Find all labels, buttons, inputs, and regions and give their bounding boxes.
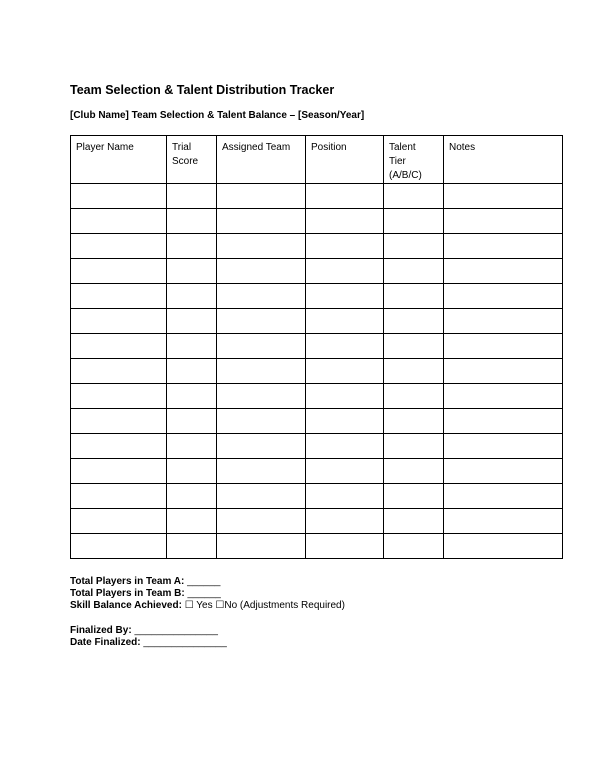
table-row: [71, 509, 563, 534]
table-cell[interactable]: [167, 334, 217, 359]
table-row: [71, 434, 563, 459]
table-cell[interactable]: [167, 534, 217, 559]
table-cell[interactable]: [384, 384, 444, 409]
no-checkbox-icon[interactable]: ☐: [215, 600, 225, 611]
table-cell[interactable]: [384, 409, 444, 434]
date-finalized-label: Date Finalized:: [70, 637, 141, 648]
table-cell[interactable]: [306, 309, 384, 334]
table-cell[interactable]: [306, 259, 384, 284]
team-a-total-line: [70, 576, 345, 588]
table-cell[interactable]: [217, 459, 306, 484]
table-cell[interactable]: [384, 209, 444, 234]
header-trial-score: [167, 136, 217, 184]
table-cell[interactable]: [71, 359, 167, 384]
table-cell[interactable]: [384, 534, 444, 559]
table-cell[interactable]: [306, 334, 384, 359]
table-cell[interactable]: [217, 534, 306, 559]
header-notes: [444, 136, 563, 184]
table-cell[interactable]: [306, 209, 384, 234]
table-cell[interactable]: [444, 509, 563, 534]
table-row: [71, 409, 563, 434]
table-cell[interactable]: [167, 309, 217, 334]
header-label: Trial Score: [172, 142, 199, 167]
table-cell[interactable]: [71, 334, 167, 359]
table-cell[interactable]: [444, 184, 563, 209]
table-cell[interactable]: [167, 259, 217, 284]
table-cell[interactable]: [71, 534, 167, 559]
table-row: [71, 534, 563, 559]
header-label: Talent Tier (A/B/C): [389, 142, 422, 181]
skill-balance-line: [70, 600, 345, 612]
table-cell[interactable]: [167, 184, 217, 209]
table-cell[interactable]: [444, 209, 563, 234]
finalized-by-line: [70, 625, 345, 637]
table-cell[interactable]: [444, 359, 563, 384]
table-cell[interactable]: [217, 209, 306, 234]
table-cell[interactable]: [167, 284, 217, 309]
table-cell[interactable]: [71, 209, 167, 234]
table-cell[interactable]: [71, 409, 167, 434]
table-cell[interactable]: [167, 484, 217, 509]
table-cell[interactable]: [444, 259, 563, 284]
table-cell[interactable]: [384, 484, 444, 509]
table-cell[interactable]: [167, 409, 217, 434]
summary-section: [70, 576, 345, 649]
team-b-total-label: Total Players in Team B:: [70, 588, 185, 599]
table-cell[interactable]: [306, 434, 384, 459]
table-cell[interactable]: [217, 409, 306, 434]
table-cell[interactable]: [444, 334, 563, 359]
table-cell[interactable]: [306, 359, 384, 384]
table-cell[interactable]: [444, 384, 563, 409]
table-cell[interactable]: [306, 534, 384, 559]
table-cell[interactable]: [217, 284, 306, 309]
skill-balance-label: Skill Balance Achieved:: [70, 600, 182, 611]
table-row: [71, 359, 563, 384]
table-header-row: [71, 136, 563, 184]
table-cell[interactable]: [444, 309, 563, 334]
table-cell[interactable]: [306, 284, 384, 309]
table-cell[interactable]: [384, 284, 444, 309]
table-cell[interactable]: [167, 209, 217, 234]
team-a-total-label: Total Players in Team A:: [70, 576, 185, 587]
header-label: Notes: [449, 142, 476, 153]
document-subtitle: [Club Name] Team Selection & Talent Balance – [Season/Year]: [70, 110, 365, 121]
table-row: [71, 184, 563, 209]
header-player-name: [71, 136, 167, 184]
header-position: [306, 136, 384, 184]
yes-checkbox-icon[interactable]: ☐: [184, 600, 194, 611]
table-cell[interactable]: [71, 234, 167, 259]
team-a-total-blank: ______: [187, 576, 221, 587]
table-cell[interactable]: [217, 234, 306, 259]
table-cell[interactable]: [71, 459, 167, 484]
table-body: [71, 184, 563, 559]
table-cell[interactable]: [306, 409, 384, 434]
header-label: Assigned Team: [222, 142, 291, 153]
table-row: [71, 234, 563, 259]
table-cell[interactable]: [167, 359, 217, 384]
table-cell[interactable]: [217, 359, 306, 384]
table-cell[interactable]: [217, 259, 306, 284]
spacer: [70, 612, 345, 625]
table-cell[interactable]: [71, 434, 167, 459]
tracker-table: [70, 135, 563, 559]
table-cell[interactable]: [444, 284, 563, 309]
table-cell[interactable]: [167, 434, 217, 459]
header-label: Player Name: [76, 142, 134, 153]
date-finalized-line: [70, 637, 345, 649]
table-cell[interactable]: [167, 234, 217, 259]
finalized-by-blank: _______________: [134, 625, 218, 636]
table-cell[interactable]: [444, 434, 563, 459]
date-finalized-blank: _______________: [143, 637, 227, 648]
table-cell[interactable]: [384, 334, 444, 359]
table-cell[interactable]: [217, 384, 306, 409]
table-cell[interactable]: [444, 459, 563, 484]
table-cell[interactable]: [306, 509, 384, 534]
table-cell[interactable]: [71, 284, 167, 309]
table-cell[interactable]: [71, 259, 167, 284]
team-b-total-blank: ______: [187, 588, 221, 599]
table-cell[interactable]: [71, 184, 167, 209]
table-cell[interactable]: [217, 184, 306, 209]
table-row: [71, 309, 563, 334]
table-row: [71, 459, 563, 484]
table-cell[interactable]: [306, 184, 384, 209]
table-row: [71, 384, 563, 409]
table-cell[interactable]: [384, 259, 444, 284]
table-cell[interactable]: [384, 459, 444, 484]
table-cell[interactable]: [167, 384, 217, 409]
table-cell[interactable]: [444, 409, 563, 434]
table-cell[interactable]: [444, 484, 563, 509]
table-cell[interactable]: [167, 509, 217, 534]
table-cell[interactable]: [384, 509, 444, 534]
table-cell[interactable]: [384, 434, 444, 459]
table-cell[interactable]: [71, 509, 167, 534]
table-row: [71, 209, 563, 234]
table-cell[interactable]: [217, 434, 306, 459]
table-cell[interactable]: [306, 484, 384, 509]
table-cell[interactable]: [217, 484, 306, 509]
table-cell[interactable]: [384, 184, 444, 209]
finalized-by-label: Finalized By:: [70, 625, 132, 636]
table-cell[interactable]: [217, 334, 306, 359]
table-cell[interactable]: [71, 309, 167, 334]
table-cell[interactable]: [71, 484, 167, 509]
table-cell[interactable]: [167, 459, 217, 484]
header-assigned-team: [217, 136, 306, 184]
table-cell[interactable]: [306, 459, 384, 484]
table-cell[interactable]: [384, 234, 444, 259]
table-cell[interactable]: [71, 384, 167, 409]
table-cell[interactable]: [444, 534, 563, 559]
table-row: [71, 484, 563, 509]
table-cell[interactable]: [444, 234, 563, 259]
document-title: Team Selection & Talent Distribution Tracker: [70, 83, 335, 97]
table-row: [71, 284, 563, 309]
table-cell[interactable]: [384, 309, 444, 334]
header-label: Position: [311, 142, 347, 153]
no-option-label: No (Adjustments Required): [224, 600, 345, 611]
table-row: [71, 259, 563, 284]
header-talent-tier: [384, 136, 444, 184]
team-b-total-line: [70, 588, 345, 600]
table-cell[interactable]: [217, 509, 306, 534]
table-row: [71, 334, 563, 359]
table-cell[interactable]: [217, 309, 306, 334]
yes-option-label: Yes: [196, 600, 213, 611]
table-cell[interactable]: [306, 234, 384, 259]
table-cell[interactable]: [384, 359, 444, 384]
table-cell[interactable]: [306, 384, 384, 409]
